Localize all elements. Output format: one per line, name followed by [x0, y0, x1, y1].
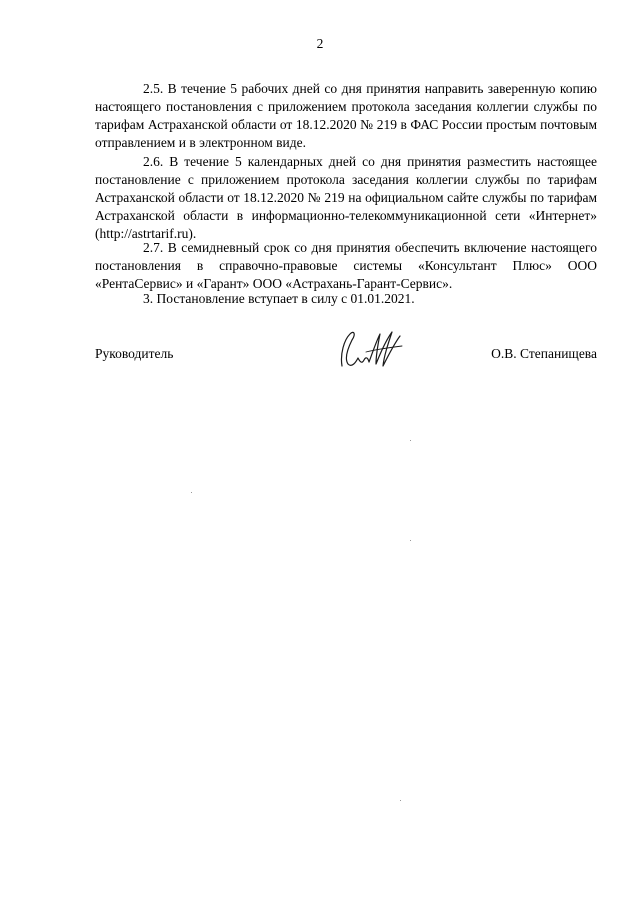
signature-position-label: Руководитель — [95, 346, 174, 361]
paragraph-3: 3. Постановление вступает в силу с 01.01.2021. — [143, 290, 415, 306]
scan-speck — [400, 800, 401, 801]
scan-speck — [410, 440, 411, 441]
paragraph-2-6: 2.6. В течение 5 календарных дней со дня принятия разместить настоящее постановление с приложением протокола заседания коллегии службы по тарифам Астраханской области от 18.12.2020 № 219 на официальном сайте службы по тарифам Астраханской области в информационно-телекоммуникационной сети «Интернет» (http://astrtarif.ru). — [95, 153, 597, 242]
paragraph-2-5: 2.5. В течение 5 рабочих дней со дня принятия направить заверенную копию настоящего постановления с приложением протокола заседания коллегии службы по тарифам Астраханской области от 18.12.2020 № 219 в ФАС России простым почтовым отправлением и в электронном виде. — [95, 80, 597, 151]
signer-name: О.В. Степанищева — [491, 346, 597, 361]
page-number: 2 — [316, 36, 324, 51]
handwritten-signature — [336, 328, 408, 370]
scan-speck — [410, 540, 411, 541]
paragraph-2-7: 2.7. В семидневный срок со дня принятия обеспечить включение настоящего постановления в справочно-правовые системы «Консультант Плюс» ООО «РентаСервис» и «Гарант» ООО «Астрахань-Гарант-Сервис». — [95, 239, 597, 291]
scan-speck — [191, 492, 192, 493]
